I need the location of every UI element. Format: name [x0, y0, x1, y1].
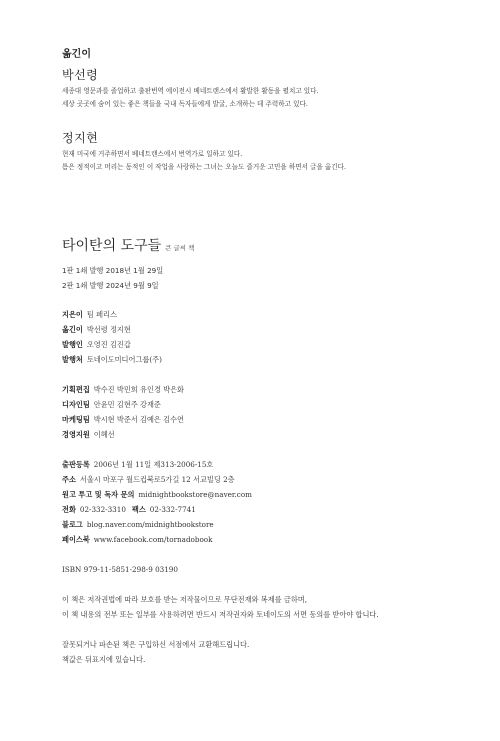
credit-label: 지은이 — [62, 310, 83, 319]
credit-label: 블로그 — [62, 520, 83, 529]
credit-facebook — [62, 535, 212, 545]
credit-label: 원고 투고 및 독자 문의 — [62, 490, 135, 499]
exchange-notice-line-1: 잘못되거나 파손된 책은 구입하신 서점에서 교환해드립니다. — [62, 640, 250, 649]
credit-label: 경영지원 — [62, 430, 90, 439]
credit-management — [62, 430, 115, 440]
credit-label-fax: 팩스 — [131, 505, 146, 514]
credit-editing — [62, 385, 184, 395]
credit-label: 발행처 — [62, 355, 83, 364]
credit-value-fax: 02-332-7741 — [149, 505, 196, 514]
book-title — [62, 235, 194, 255]
credit-value: 토네이도미디어그룹(주) — [86, 355, 162, 364]
credit-value: www.facebook.com/tornadobook — [93, 535, 213, 544]
credit-submission-email — [62, 490, 252, 500]
translator-2-bio-line-2: 틈은 정적이고 머리는 동적인 이 작업을 사랑하는 그녀는 오늘도 즐거운 고민을 하면서 글을 옮긴다. — [62, 163, 347, 171]
copyright-notice-line-1: 이 책은 저작권법에 따라 보호를 받는 저작물이므로 무단전재와 복제를 금하며, — [62, 595, 308, 604]
credit-label: 전화 — [62, 505, 76, 514]
edition-line-1: 1판 1쇄 발행 2018년 1월 29일 — [62, 266, 164, 275]
credit-registration — [62, 460, 213, 470]
credit-publishing-house — [62, 355, 162, 365]
credit-label: 페이스북 — [62, 535, 90, 544]
translator-1-bio-line-1: 세종대 영문과를 졸업하고 출판번역 에이전시 베네트랜스에서 활발한 활동을 펼치고 있다. — [62, 87, 319, 95]
credit-value: 이혜선 — [93, 430, 115, 439]
credit-value: 서울시 마포구 월드컵북로5가길 12 서교빌딩 2층 — [79, 475, 235, 484]
translator-2-bio-line-1: 현재 미국에 거주하면서 베네트랜스에서 번역가로 일하고 있다. — [62, 150, 243, 158]
credit-value: 오영진 김진갑 — [86, 340, 131, 349]
credit-author — [62, 310, 117, 320]
credit-value: 박시현 박준서 김예은 김수연 — [93, 415, 184, 424]
credit-value: midnightbookstore@naver.com — [138, 490, 252, 499]
credit-translator — [62, 325, 131, 335]
credit-phone-fax — [62, 505, 196, 515]
book-title-text: 타이탄의 도구들 — [62, 238, 162, 254]
credit-label: 발행인 — [62, 340, 83, 349]
book-subtitle: 큰 글씨 책 — [165, 244, 195, 252]
credit-label: 마케팅팀 — [62, 415, 90, 424]
edition-line-2: 2판 1쇄 발행 2024년 9월 9일 — [62, 281, 159, 290]
credit-value: 2006년 1월 11일 제313-2006-15호 — [93, 460, 214, 469]
credit-label: 디자인팀 — [62, 400, 90, 409]
translator-1-name: 박선령 — [62, 68, 99, 82]
credit-value: 02-332-3310 — [79, 505, 126, 514]
credit-design — [62, 400, 161, 410]
credit-blog — [62, 520, 214, 530]
credit-value: blog.naver.com/midnightbookstore — [86, 520, 214, 529]
credit-label: 주소 — [62, 475, 76, 484]
credit-label: 옮긴이 — [62, 325, 83, 334]
credit-publisher — [62, 340, 131, 350]
translator-1-bio-line-2: 세상 곳곳에 숨어 있는 좋은 책들을 국내 독자들에게 발굴, 소개하는 데 주력하고 있다. — [62, 100, 308, 108]
isbn: ISBN 979-11-5851-298-9 03190 — [62, 565, 178, 574]
credit-value: 박선령 정지현 — [86, 325, 131, 334]
credit-address — [62, 475, 235, 485]
credit-value: 박수진 박민희 유인경 박은화 — [93, 385, 184, 394]
copyright-notice-line-2: 이 책 내용의 전부 또는 일부를 사용하려면 반드시 저작권자와 토네이도의 서면 동의를 받아야 합니다. — [62, 610, 379, 619]
credit-label: 출판등록 — [62, 460, 90, 469]
credit-marketing — [62, 415, 184, 425]
credit-value: 팀 페리스 — [86, 310, 117, 319]
credit-label: 기획편집 — [62, 385, 90, 394]
translators-heading: 옮긴이 — [62, 49, 91, 60]
credit-value: 안윤민 김현주 강재준 — [93, 400, 161, 409]
exchange-notice-line-2: 책값은 뒤표지에 있습니다. — [62, 655, 146, 664]
translator-2-name: 정지현 — [62, 131, 99, 145]
